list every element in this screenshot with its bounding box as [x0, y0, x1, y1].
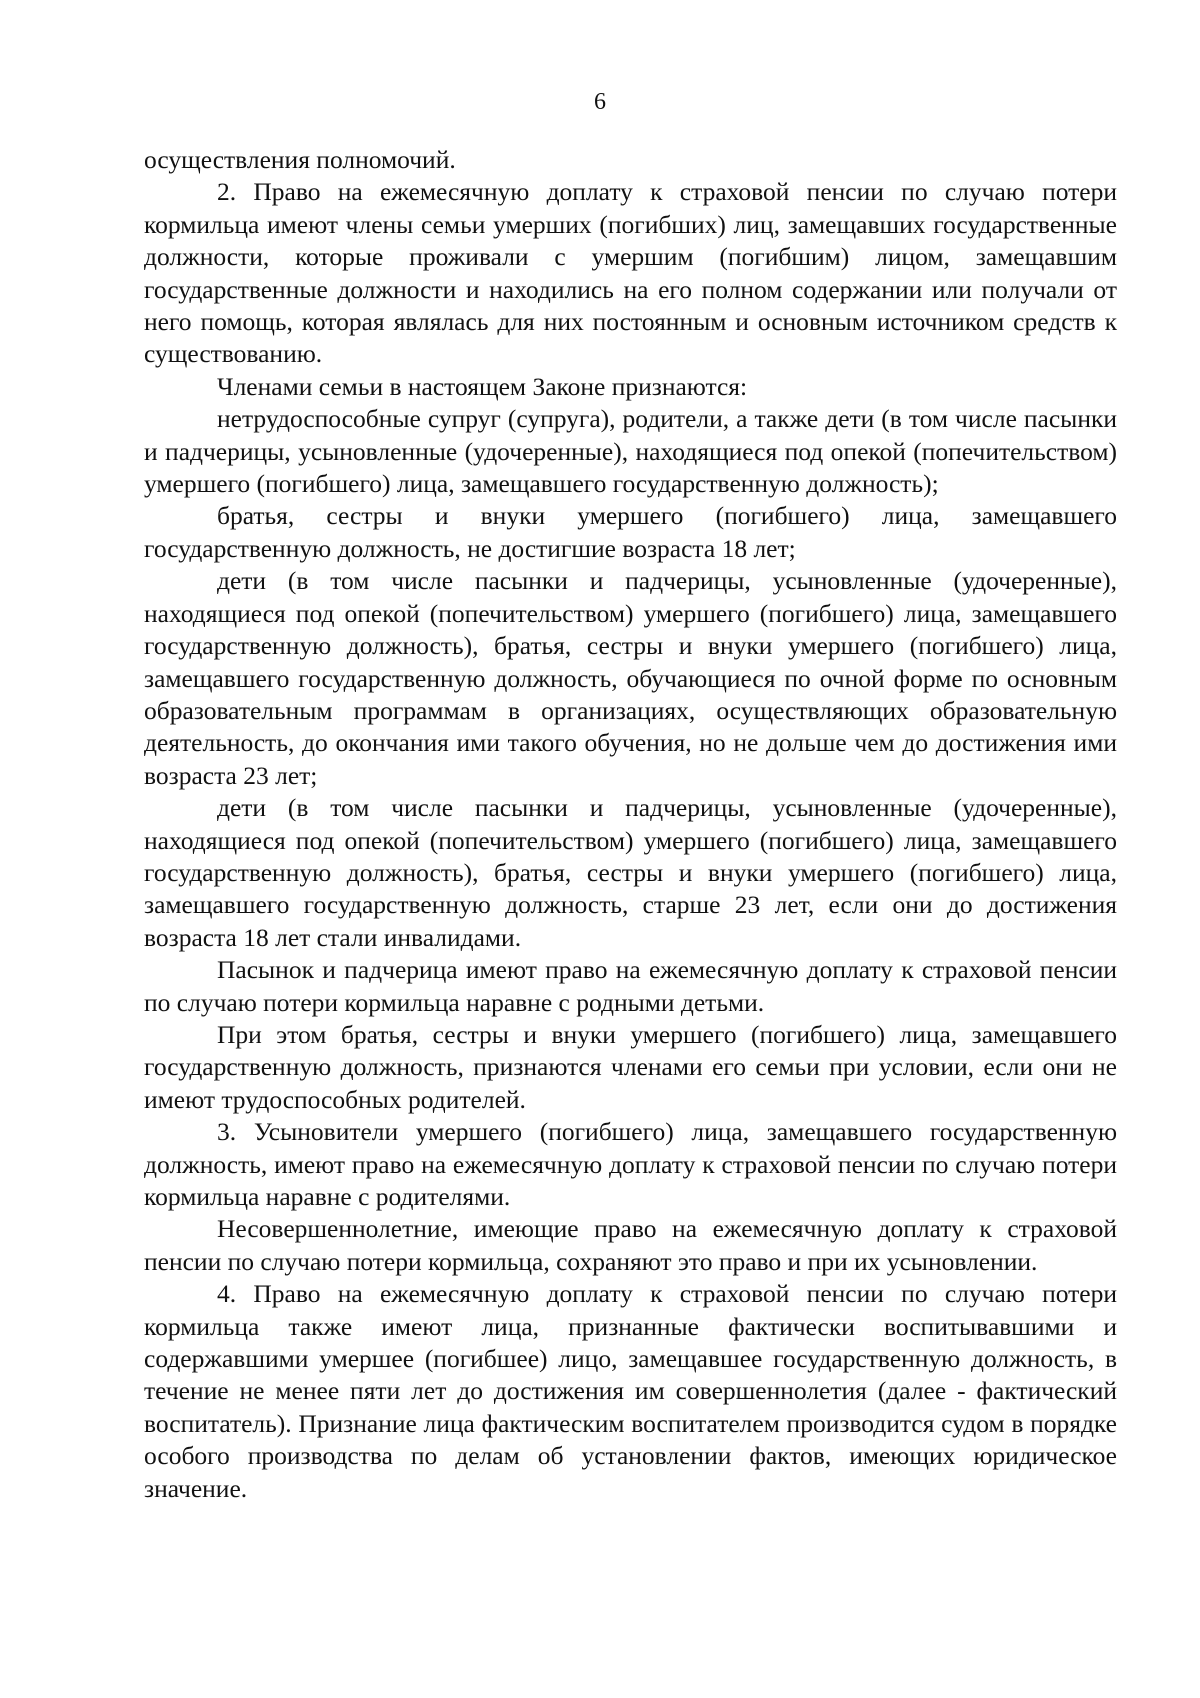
paragraph-siblings-condition: При этом братья, сестры и внуки умершего (погибшего) лица, замещавшего государственную должность, признаются членами его семьи при условии, если они не имеют трудоспособных родителей.	[144, 1019, 1117, 1114]
paragraph-siblings-under-18: братья, сестры и внуки умершего (погибшего) лица, замещавшего государственную должность, не достигшие возраста 18 лет;	[144, 501, 1117, 563]
document-body	[144, 144, 1117, 1505]
paragraph-disabled-spouse-parents: нетрудоспособные супруг (супруга), родители, а также дети (в том числе пасынки и падчерицы, усыновленные (удочеренные), находящиеся под опекой (попечительством) умершего (погибшего) лица, замещавшего государственную должность);	[144, 404, 1117, 499]
paragraph-continuation: осуществления полномочий.	[144, 145, 456, 174]
paragraph-clause-3: 3. Усыновители умершего (погибшего) лица, замещавшего государственную должность, имеют право на ежемесячную доплату к страховой пенсии по случаю потери кормильца наравне с родителями.	[144, 1117, 1117, 1211]
paragraph-minors-adoption: Несовершеннолетние, имеющие право на ежемесячную доплату к страховой пенсии по случаю потери кормильца, сохраняют это право и при их усыновлении.	[144, 1214, 1117, 1276]
paragraph-clause-2: 2. Право на ежемесячную доплату к страховой пенсии по случаю потери кормильца имеют члены семьи умерших (погибших) лиц, замещавших государственные должности, которые проживали с умершим (погибшим) лицом, замещавшим государственные должности и находились на его полном содержании или получали от него помощь, которая являлась для них постоянным и основным источником средств к существованию.	[144, 177, 1117, 369]
paragraph-disabled-over-23: дети (в том числе пасынки и падчерицы, усыновленные (удочеренные), находящиеся под опекой (попечительством) умершего (погибшего) лица, замещавшего государственную должность), братья, сестры и внуки умершего (погибшего) лица, замещавшего государственную должность, старше 23 лет, если они до достижения возраста 18 лет стали инвалидами.	[144, 793, 1117, 952]
paragraph-family-members-intro: Членами семьи в настоящем Законе признаются:	[217, 371, 748, 401]
paragraph-stepchildren: Пасынок и падчерица имеют право на ежемесячную доплату к страховой пенсии по случаю потери кормильца наравне с родными детьми.	[144, 955, 1117, 1017]
page-number: 6	[594, 89, 606, 115]
paragraph-clause-4: 4. Право на ежемесячную доплату к страховой пенсии по случаю потери кормильца также имеют лица, признанные фактически воспитывавшими и содержавшими умершее (погибшее) лицо, замещавшее государственную должность, в течение не менее пяти лет до достижения им совершеннолетия (далее - фактический воспитатель). Признание лица фактическим воспитателем производится судом в порядке особого производства по делам об установлении фактов, имеющих юридическое значение.	[144, 1279, 1117, 1503]
paragraph-students-under-23: дети (в том числе пасынки и падчерицы, усыновленные (удочеренные), находящиеся под опекой (попечительством) умершего (погибшего) лица, замещавшего государственную должность), братья, сестры и внуки умершего (погибшего) лица, замещавшего государственную должность, обучающиеся по очной форме по основным образовательным программам в организациях, осуществляющих образовательную деятельность, до окончания ими такого обучения, но не дольше чем до достижения ими возраста 23 лет;	[144, 566, 1117, 790]
